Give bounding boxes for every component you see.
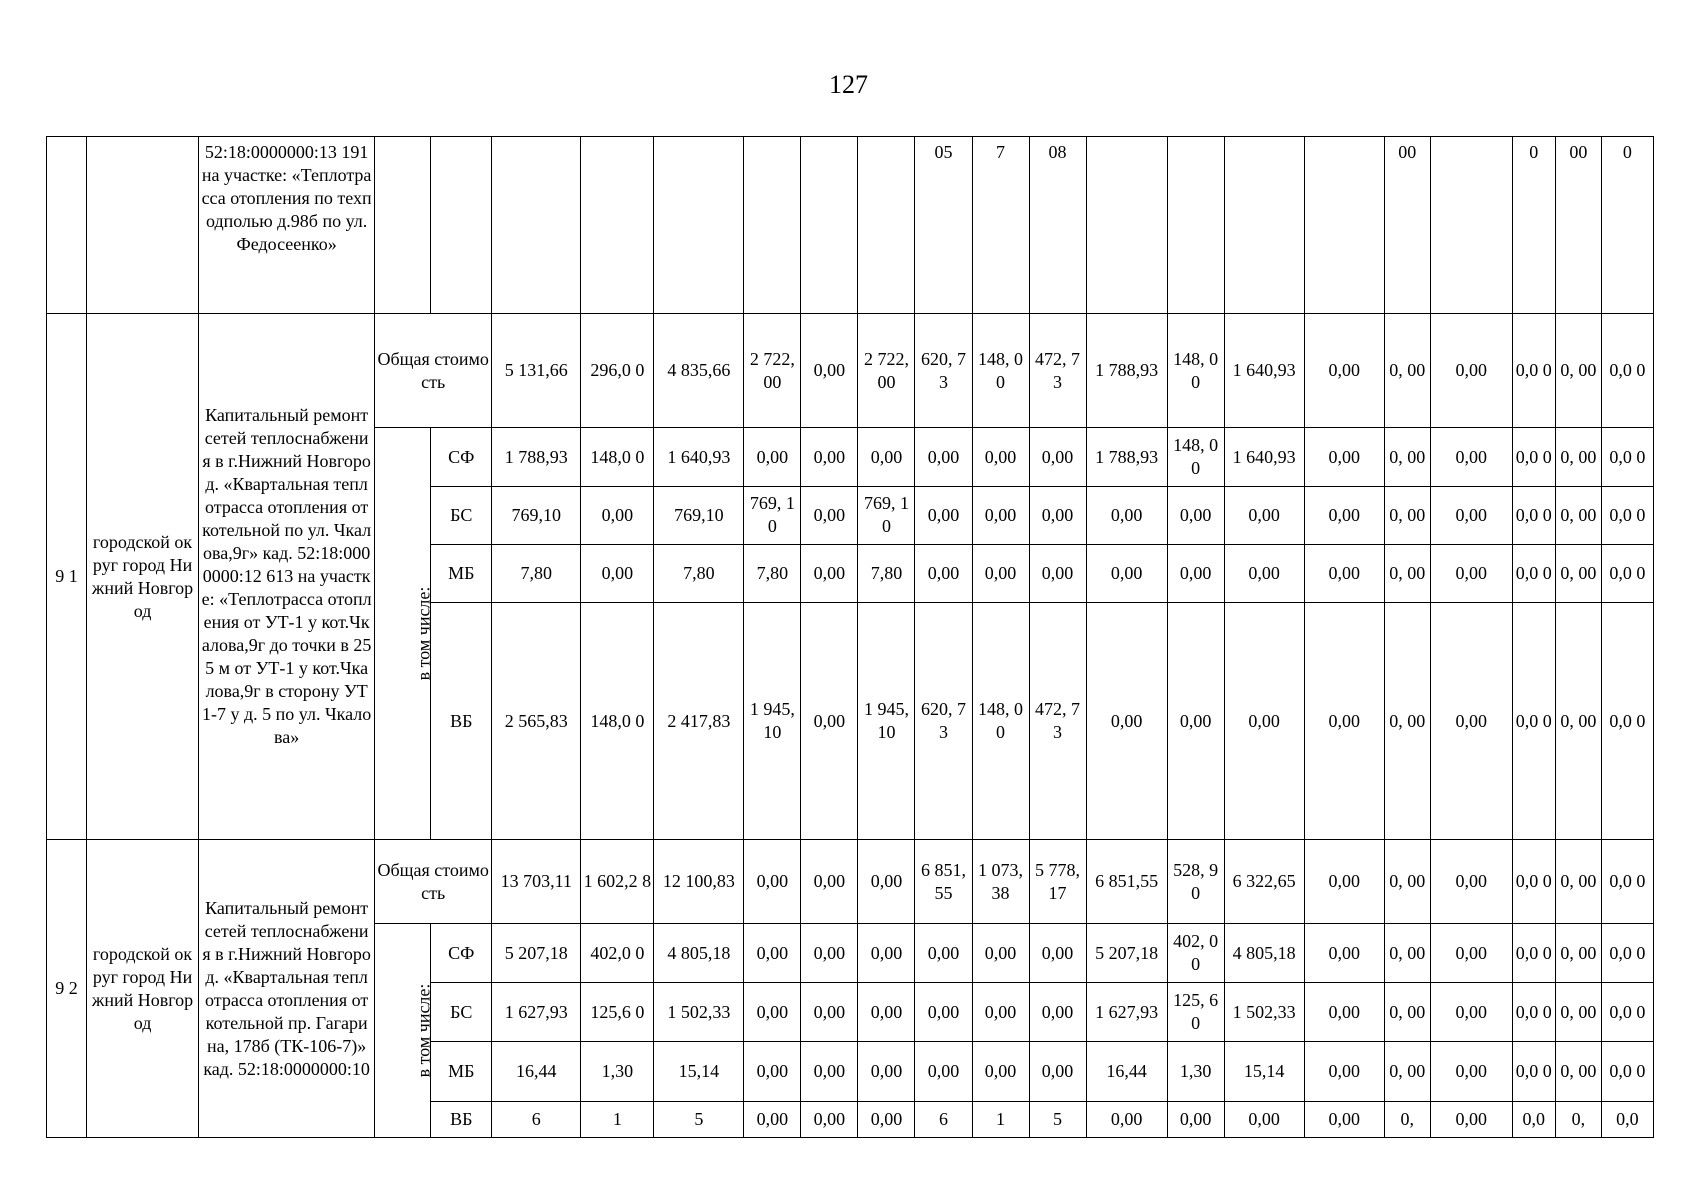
value-cell — [1224, 137, 1304, 314]
value-cell: 0,00 — [801, 603, 858, 840]
value-cell: 0,00 — [801, 486, 858, 544]
value-cell: 1 640,93 — [1224, 428, 1304, 486]
value-cell: 16,44 — [492, 1042, 581, 1101]
value-cell: 0,0 0 — [1512, 313, 1555, 428]
value-cell: 16,44 — [1086, 1042, 1167, 1101]
value-cell: 769,10 — [654, 486, 744, 544]
value-cell: 12 100,83 — [654, 840, 744, 923]
value-cell: 0, 00 — [1384, 486, 1430, 544]
value-cell: 0,00 — [744, 1101, 801, 1137]
value-cell: 6 851,55 — [1086, 840, 1167, 923]
municipality-cell — [87, 137, 199, 314]
value-cell: 5 207,18 — [1086, 923, 1167, 982]
value-cell: 0, 00 — [1555, 983, 1601, 1042]
value-cell: 6 — [492, 1101, 581, 1137]
value-cell: 0, 00 — [1555, 428, 1601, 486]
value-cell: 15,14 — [1224, 1042, 1304, 1101]
value-cell — [654, 137, 744, 314]
value-cell: 0,00 — [801, 840, 858, 923]
value-cell — [744, 137, 801, 314]
value-cell: 528, 90 — [1167, 840, 1224, 923]
value-cell: 0,00 — [744, 983, 801, 1042]
value-cell: 0,00 — [744, 923, 801, 982]
value-cell: 0,00 — [1167, 603, 1224, 840]
source-cell — [431, 137, 492, 314]
value-cell: 0,00 — [1430, 840, 1512, 923]
including-label-cell — [375, 923, 434, 1137]
object-description: Капитальный ремонт сетей теплоснабжения в г.Нижний Новгород. «Квартальная теплотрасса отопления от котельной пр. Гагарина, 178б (ТК-106-7)» кад. 52:18:0000000:10 — [199, 840, 375, 1138]
row-number-cell: 9 1 — [47, 313, 87, 840]
value-cell: 0,00 — [972, 428, 1029, 486]
value-cell: 5 778, 17 — [1029, 840, 1086, 923]
value-cell: 1 073, 38 — [972, 840, 1029, 923]
value-cell: 0, — [1384, 1101, 1430, 1137]
value-cell: 0,0 0 — [1512, 1042, 1555, 1101]
value-cell: 0,00 — [801, 545, 858, 603]
value-cell: 00 — [1555, 137, 1601, 314]
value-cell: 5 131,66 — [492, 313, 581, 428]
value-cell: 0, 00 — [1555, 923, 1601, 982]
value-cell: 0,00 — [1029, 983, 1086, 1042]
value-cell: 08 — [1029, 137, 1086, 314]
value-cell: 0,00 — [744, 428, 801, 486]
value-cell: 0, 00 — [1555, 603, 1601, 840]
value-cell: 0, 00 — [1384, 603, 1430, 840]
value-cell — [492, 137, 581, 314]
value-cell: 0, 00 — [1384, 1042, 1430, 1101]
value-cell: 1 502,33 — [654, 983, 744, 1042]
value-cell: 1 945, 10 — [744, 603, 801, 840]
value-cell — [801, 137, 858, 314]
value-cell: 0,00 — [1304, 486, 1384, 544]
value-cell: 0,0 0 — [1512, 603, 1555, 840]
value-cell: 0,0 0 — [1512, 486, 1555, 544]
value-cell: 125,6 0 — [581, 983, 654, 1042]
value-cell — [1167, 137, 1224, 314]
value-cell: 0,00 — [1224, 1101, 1304, 1137]
value-cell: 05 — [915, 137, 972, 314]
value-cell: 0,00 — [1086, 1101, 1167, 1137]
value-cell: 0,00 — [1430, 923, 1512, 982]
funding-type-cell — [375, 137, 431, 314]
value-cell: 6 322,65 — [1224, 840, 1304, 923]
value-cell: 0,00 — [1430, 603, 1512, 840]
value-cell: 0,00 — [858, 840, 915, 923]
value-cell: 1 — [581, 1101, 654, 1137]
cost-table — [46, 136, 1654, 1138]
value-cell: 769,10 — [492, 486, 581, 544]
value-cell: 0,00 — [1029, 428, 1086, 486]
funding-source-label: МБ — [431, 545, 492, 603]
value-cell: 6 851, 55 — [915, 840, 972, 923]
value-cell: 0,00 — [1304, 1101, 1384, 1137]
value-cell: 15,14 — [654, 1042, 744, 1101]
value-cell: 4 805,18 — [654, 923, 744, 982]
value-cell: 7,80 — [744, 545, 801, 603]
value-cell: 0,00 — [858, 1101, 915, 1137]
value-cell: 0,00 — [972, 545, 1029, 603]
value-cell: 1 — [972, 1101, 1029, 1137]
value-cell: 0,00 — [744, 840, 801, 923]
funding-source-label: СФ — [431, 923, 492, 982]
object-description: Капитальный ремонт сетей теплоснабжения в г.Нижний Новгород. «Квартальная теплотрасса отопления от котельной по ул. Чкалова,9г» кад. 52:18:0000000:12 613 на участке: «Теплотрасса отопления от УТ-1 у кот.Чкалова,9г до точки в 255 м от УТ-1 у кот.Чкалова,9г в сторону УТ 1-7 у д. 5 по ул. Чкалова» — [199, 313, 375, 840]
value-cell: 148, 00 — [1167, 428, 1224, 486]
value-cell: 7,80 — [492, 545, 581, 603]
value-cell: 148,0 0 — [581, 428, 654, 486]
value-cell: 0, 00 — [1384, 983, 1430, 1042]
value-cell: 1 640,93 — [654, 428, 744, 486]
value-cell: 0,0 — [1601, 1101, 1653, 1137]
value-cell: 0,00 — [915, 486, 972, 544]
value-cell: 148, 00 — [1167, 313, 1224, 428]
value-cell: 0,00 — [1167, 545, 1224, 603]
value-cell — [858, 137, 915, 314]
value-cell: 0,00 — [801, 923, 858, 982]
value-cell: 2 722, 00 — [744, 313, 801, 428]
value-cell: 1 788,93 — [1086, 313, 1167, 428]
value-cell: 0, — [1555, 1101, 1601, 1137]
value-cell: 296,0 0 — [581, 313, 654, 428]
including-label-cell — [375, 428, 434, 840]
value-cell: 0,00 — [858, 983, 915, 1042]
row-number-cell — [47, 137, 87, 314]
value-cell: 0,00 — [1224, 486, 1304, 544]
value-cell: 0,00 — [1224, 545, 1304, 603]
value-cell: 0,00 — [915, 983, 972, 1042]
value-cell: 1,30 — [581, 1042, 654, 1101]
value-cell: 4 835,66 — [654, 313, 744, 428]
value-cell: 5 207,18 — [492, 923, 581, 982]
value-cell: 0,00 — [858, 428, 915, 486]
value-cell: 620, 73 — [915, 603, 972, 840]
value-cell: 0,00 — [1086, 603, 1167, 840]
value-cell: 0,00 — [1430, 1042, 1512, 1101]
object-description: 52:18:0000000:13 191 на участке: «Теплотрасса отопления по техподполью д.98б по ул. Федосеенко» — [199, 137, 375, 314]
funding-source-label: ВБ — [431, 1101, 492, 1137]
value-cell: 0,00 — [801, 313, 858, 428]
value-cell: 7 — [972, 137, 1029, 314]
funding-source-label: МБ — [431, 1042, 492, 1101]
value-cell: 0,0 — [1512, 1101, 1555, 1137]
value-cell: 0,00 — [972, 983, 1029, 1042]
value-cell: 0,00 — [1430, 545, 1512, 603]
value-cell: 1,30 — [1167, 1042, 1224, 1101]
value-cell: 148, 00 — [972, 313, 1029, 428]
value-cell: 0,0 0 — [1512, 983, 1555, 1042]
value-cell: 0,00 — [1029, 486, 1086, 544]
value-cell: 0,00 — [1430, 983, 1512, 1042]
value-cell: 0, 00 — [1384, 840, 1430, 923]
value-cell: 0,0 0 — [1601, 545, 1653, 603]
value-cell: 0,0 0 — [1601, 1042, 1653, 1101]
value-cell: 0,0 0 — [1601, 428, 1653, 486]
value-cell — [581, 137, 654, 314]
value-cell: 0, 00 — [1555, 840, 1601, 923]
value-cell: 0,0 0 — [1601, 603, 1653, 840]
value-cell: 0,0 0 — [1601, 923, 1653, 982]
funding-source-label: БС — [431, 486, 492, 544]
value-cell: 0, 00 — [1555, 313, 1601, 428]
value-cell: 0,00 — [801, 1101, 858, 1137]
value-cell: 0,00 — [1304, 313, 1384, 428]
value-cell: 0, 00 — [1384, 923, 1430, 982]
table-row — [47, 840, 1654, 923]
value-cell: 472, 73 — [1029, 313, 1086, 428]
value-cell: 0,00 — [972, 486, 1029, 544]
value-cell: 0,00 — [1430, 1101, 1512, 1137]
value-cell: 0,00 — [915, 428, 972, 486]
funding-source-label: ВБ — [431, 603, 492, 840]
total-cost-label: Общая стоимость — [375, 840, 492, 923]
value-cell: 1 788,93 — [492, 428, 581, 486]
value-cell: 6 — [915, 1101, 972, 1137]
total-cost-label: Общая стоимость — [375, 313, 492, 428]
including-label: в том числе: — [413, 587, 434, 681]
value-cell: 402, 00 — [1167, 923, 1224, 982]
value-cell: 0,00 — [1029, 1042, 1086, 1101]
value-cell: 0,0 0 — [1512, 428, 1555, 486]
value-cell: 0,00 — [972, 923, 1029, 982]
value-cell: 0,00 — [801, 428, 858, 486]
value-cell: 0,0 0 — [1601, 983, 1653, 1042]
value-cell — [1430, 137, 1512, 314]
value-cell: 148, 00 — [972, 603, 1029, 840]
value-cell: 1 502,33 — [1224, 983, 1304, 1042]
value-cell: 1 640,93 — [1224, 313, 1304, 428]
value-cell: 0,00 — [1029, 545, 1086, 603]
value-cell: 0,0 0 — [1512, 923, 1555, 982]
value-cell: 0,00 — [801, 1042, 858, 1101]
value-cell: 0,00 — [1304, 923, 1384, 982]
value-cell: 0, 00 — [1384, 313, 1430, 428]
value-cell: 5 — [1029, 1101, 1086, 1137]
value-cell: 0 — [1512, 137, 1555, 314]
value-cell: 2 565,83 — [492, 603, 581, 840]
value-cell: 148,0 0 — [581, 603, 654, 840]
value-cell: 1 788,93 — [1086, 428, 1167, 486]
value-cell: 1 602,2 8 — [581, 840, 654, 923]
value-cell: 0,00 — [581, 545, 654, 603]
value-cell: 0,00 — [1304, 1042, 1384, 1101]
value-cell: 0,00 — [1167, 1101, 1224, 1137]
value-cell: 0 — [1601, 137, 1653, 314]
value-cell: 402,0 0 — [581, 923, 654, 982]
funding-source-label: БС — [431, 983, 492, 1042]
value-cell: 0,00 — [581, 486, 654, 544]
row-number-cell: 9 2 — [47, 840, 87, 1138]
value-cell: 0,0 0 — [1512, 840, 1555, 923]
value-cell: 0,00 — [1430, 428, 1512, 486]
value-cell: 0,00 — [744, 1042, 801, 1101]
value-cell: 0,0 0 — [1601, 486, 1653, 544]
value-cell: 2 417,83 — [654, 603, 744, 840]
value-cell: 0,00 — [915, 545, 972, 603]
value-cell: 0, 00 — [1555, 486, 1601, 544]
value-cell: 0,00 — [1304, 983, 1384, 1042]
page-number: 127 — [829, 70, 868, 99]
value-cell: 0,00 — [1086, 486, 1167, 544]
value-cell: 0,00 — [915, 923, 972, 982]
value-cell: 7,80 — [858, 545, 915, 603]
value-cell: 00 — [1384, 137, 1430, 314]
value-cell: 0,00 — [1304, 840, 1384, 923]
value-cell: 620, 73 — [915, 313, 972, 428]
value-cell: 0,00 — [1224, 603, 1304, 840]
value-cell: 1 627,93 — [492, 983, 581, 1042]
value-cell: 1 945, 10 — [858, 603, 915, 840]
value-cell: 0,00 — [1304, 603, 1384, 840]
value-cell: 769, 10 — [744, 486, 801, 544]
value-cell: 4 805,18 — [1224, 923, 1304, 982]
including-label: в том числе: — [413, 983, 434, 1078]
value-cell: 7,80 — [654, 545, 744, 603]
value-cell: 0,00 — [1304, 428, 1384, 486]
value-cell: 0,00 — [972, 1042, 1029, 1101]
value-cell: 0,0 0 — [1601, 313, 1653, 428]
value-cell: 0,00 — [1304, 545, 1384, 603]
value-cell: 13 703,11 — [492, 840, 581, 923]
value-cell: 0,00 — [915, 1042, 972, 1101]
value-cell: 0,0 0 — [1601, 840, 1653, 923]
value-cell: 0,00 — [1167, 486, 1224, 544]
value-cell: 2 722, 00 — [858, 313, 915, 428]
value-cell: 5 — [654, 1101, 744, 1137]
value-cell: 0,00 — [858, 1042, 915, 1101]
value-cell — [1086, 137, 1167, 314]
table-row — [47, 313, 1654, 428]
value-cell: 0, 00 — [1555, 545, 1601, 603]
value-cell: 0,00 — [1430, 486, 1512, 544]
value-cell: 0,00 — [1029, 923, 1086, 982]
value-cell: 1 627,93 — [1086, 983, 1167, 1042]
value-cell: 0,00 — [801, 983, 858, 1042]
table-row — [47, 137, 1654, 314]
municipality-cell: городской округ город Нижний Новгород — [87, 313, 199, 840]
value-cell: 0, 00 — [1384, 428, 1430, 486]
value-cell: 125, 60 — [1167, 983, 1224, 1042]
value-cell: 0,00 — [858, 923, 915, 982]
value-cell: 0, 00 — [1384, 545, 1430, 603]
value-cell: 472, 73 — [1029, 603, 1086, 840]
value-cell: 0,00 — [1430, 313, 1512, 428]
municipality-cell: городской округ город Нижний Новгород — [87, 840, 199, 1138]
value-cell: 0,00 — [1086, 545, 1167, 603]
funding-source-label: СФ — [431, 428, 492, 486]
value-cell — [1304, 137, 1384, 314]
value-cell: 769, 10 — [858, 486, 915, 544]
value-cell: 0, 00 — [1555, 1042, 1601, 1101]
value-cell: 0,0 0 — [1512, 545, 1555, 603]
